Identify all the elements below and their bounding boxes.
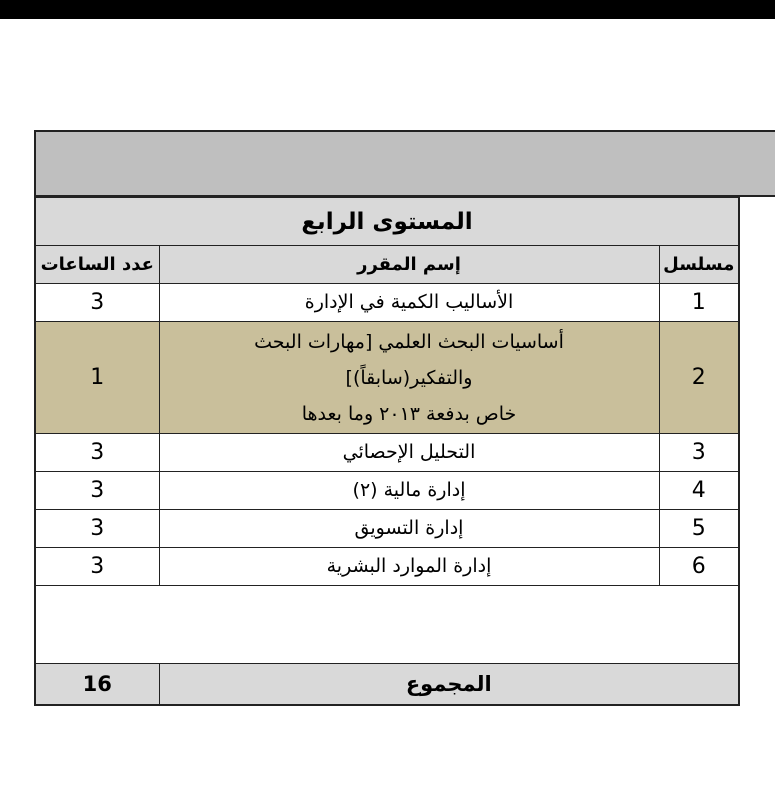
course-line: الأساليب الكمية في الإدارة xyxy=(304,291,514,313)
course-cell xyxy=(159,510,659,548)
serial-header: مسلسل xyxy=(659,246,739,284)
hours-cell: 3 xyxy=(35,548,159,586)
course-line: أساسيات البحث العلمي [مهارات البحث xyxy=(254,330,564,353)
table-row xyxy=(35,284,739,322)
course-cell xyxy=(159,548,659,586)
table-row xyxy=(35,434,739,472)
course-cell xyxy=(159,284,659,322)
hours-cell: 3 xyxy=(35,510,159,548)
course-line: التحليل الإحصائي xyxy=(342,441,476,463)
level-row xyxy=(35,198,739,246)
empty-cell xyxy=(35,586,739,664)
course-line: إدارة التسويق xyxy=(354,517,464,539)
header-row xyxy=(35,246,739,284)
course-cell xyxy=(159,434,659,472)
table-row xyxy=(35,510,739,548)
serial-cell: 6 xyxy=(659,548,739,586)
serial-cell: 3 xyxy=(659,434,739,472)
hours-header: عدد الساعات xyxy=(35,246,159,284)
serial-cell: 4 xyxy=(659,472,739,510)
serial-cell: 1 xyxy=(659,284,739,322)
table-row xyxy=(35,548,739,586)
total-label: المجموع xyxy=(159,664,739,706)
course-header: إسم المقرر xyxy=(159,246,659,284)
course-cell xyxy=(159,322,659,434)
hours-cell: 3 xyxy=(35,284,159,322)
table-row xyxy=(35,322,739,434)
course-line: والتفكير(سابقاً)] xyxy=(345,366,473,389)
table-banner xyxy=(34,130,775,197)
hours-cell: 1 xyxy=(35,322,159,434)
hours-cell: 3 xyxy=(35,434,159,472)
level-title: المستوى الرابع xyxy=(35,198,739,246)
serial-cell: 2 xyxy=(659,322,739,434)
course-line: إدارة الموارد البشرية xyxy=(326,555,492,577)
table-row xyxy=(35,472,739,510)
hours-cell: 3 xyxy=(35,472,159,510)
serial-cell: 5 xyxy=(659,510,739,548)
top-black-bar xyxy=(0,0,775,19)
course-line: إدارة مالية (٢) xyxy=(352,479,466,501)
total-value: 16 xyxy=(35,664,159,706)
course-table xyxy=(34,197,740,706)
empty-row xyxy=(35,586,739,664)
course-cell xyxy=(159,472,659,510)
total-row xyxy=(35,664,739,706)
course-line: خاص بدفعة ٢٠١٣ وما بعدها xyxy=(301,402,517,425)
